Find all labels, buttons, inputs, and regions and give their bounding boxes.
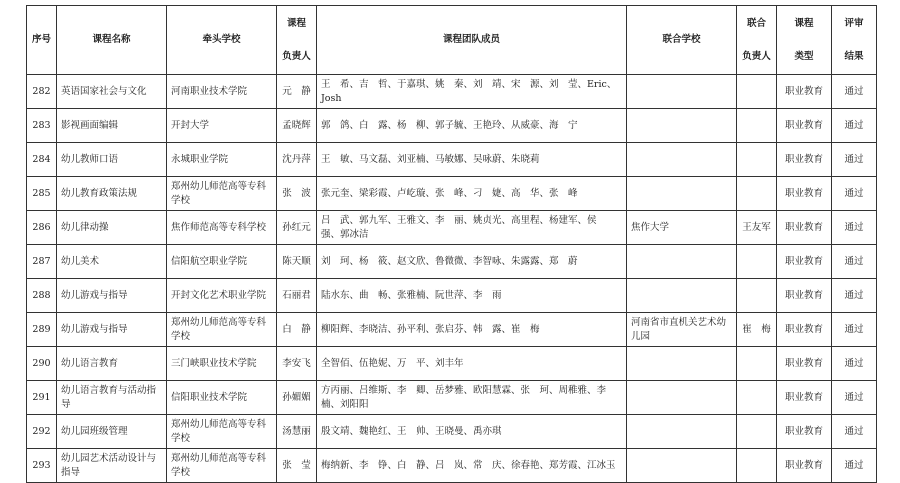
cell-course-name: 幼儿语言教育	[57, 347, 167, 381]
cell-no: 282	[27, 75, 57, 109]
cell-joint-school	[627, 279, 737, 313]
cell-joint-leader	[737, 415, 777, 449]
header-course-leader-line1: 课程	[286, 18, 306, 29]
cell-course-type: 职业教育	[777, 347, 832, 381]
header-joint-school: 联合学校	[627, 6, 737, 75]
table-row	[27, 313, 877, 347]
cell-joint-leader	[737, 245, 777, 279]
cell-team-members: 刘 珂、杨 筱、赵文欣、鲁微微、李智咏、朱露露、郑 蔚	[317, 245, 627, 279]
header-review-result	[832, 6, 877, 75]
cell-team-members: 王 敏、马文磊、刘亚楠、马敏娜、吴咏蔚、朱晓莉	[317, 143, 627, 177]
course-list-page	[26, 5, 877, 483]
cell-course-leader: 孟晓辉	[277, 109, 317, 143]
cell-lead-school: 河南职业技术学院	[167, 75, 277, 109]
cell-no: 290	[27, 347, 57, 381]
cell-lead-school: 郑州幼儿师范高等专科学校	[167, 415, 277, 449]
table-row	[27, 381, 877, 415]
cell-team-members: 殷文靖、魏艳红、王 帅、王晓曼、禹亦琪	[317, 415, 627, 449]
cell-joint-leader	[737, 143, 777, 177]
cell-no: 287	[27, 245, 57, 279]
cell-course-type: 职业教育	[777, 415, 832, 449]
cell-review-result: 通过	[832, 245, 877, 279]
cell-joint-leader	[737, 449, 777, 483]
cell-course-leader: 沈丹萍	[277, 143, 317, 177]
cell-team-members: 张元奎、梁彩霞、卢屹璇、张 峰、刁 婕、高 华、张 峰	[317, 177, 627, 211]
cell-review-result: 通过	[832, 211, 877, 245]
cell-no: 283	[27, 109, 57, 143]
cell-course-name: 幼儿游戏与指导	[57, 279, 167, 313]
cell-joint-leader: 王友军	[737, 211, 777, 245]
table-row	[27, 177, 877, 211]
cell-course-name: 幼儿园艺术活动设计与指导	[57, 449, 167, 483]
cell-course-type: 职业教育	[777, 75, 832, 109]
header-course-leader	[277, 6, 317, 75]
cell-course-name: 幼儿语言教育与活动指导	[57, 381, 167, 415]
cell-joint-school	[627, 449, 737, 483]
cell-lead-school: 郑州幼儿师范高等专科学校	[167, 449, 277, 483]
cell-joint-leader: 崔 梅	[737, 313, 777, 347]
cell-joint-school	[627, 415, 737, 449]
cell-joint-school	[627, 347, 737, 381]
cell-lead-school: 开封文化艺术职业学院	[167, 279, 277, 313]
cell-joint-leader	[737, 177, 777, 211]
header-course-type-line2: 类型	[794, 51, 814, 62]
cell-course-type: 职业教育	[777, 279, 832, 313]
cell-joint-school	[627, 245, 737, 279]
cell-course-leader: 元 静	[277, 75, 317, 109]
cell-lead-school: 开封大学	[167, 109, 277, 143]
cell-course-leader: 汤慧丽	[277, 415, 317, 449]
cell-joint-school	[627, 109, 737, 143]
cell-review-result: 通过	[832, 75, 877, 109]
cell-joint-leader	[737, 109, 777, 143]
cell-team-members: 柳阳辉、李晓洁、孙平利、张启芬、韩 露、崔 梅	[317, 313, 627, 347]
table-row	[27, 449, 877, 483]
cell-course-type: 职业教育	[777, 381, 832, 415]
cell-no: 291	[27, 381, 57, 415]
cell-review-result: 通过	[832, 415, 877, 449]
header-joint-leader	[737, 6, 777, 75]
cell-course-type: 职业教育	[777, 449, 832, 483]
cell-course-type: 职业教育	[777, 245, 832, 279]
cell-course-leader: 陈天顺	[277, 245, 317, 279]
cell-course-leader: 白 静	[277, 313, 317, 347]
table-row	[27, 75, 877, 109]
cell-course-name: 幼儿游戏与指导	[57, 313, 167, 347]
header-lead-school: 牵头学校	[167, 6, 277, 75]
cell-review-result: 通过	[832, 313, 877, 347]
cell-course-type: 职业教育	[777, 313, 832, 347]
cell-no: 288	[27, 279, 57, 313]
cell-joint-school: 河南省市直机关艺术幼儿园	[627, 313, 737, 347]
cell-lead-school: 信阳航空职业学院	[167, 245, 277, 279]
cell-joint-school: 焦作大学	[627, 211, 737, 245]
cell-review-result: 通过	[832, 279, 877, 313]
cell-course-name: 影视画面编辑	[57, 109, 167, 143]
cell-review-result: 通过	[832, 143, 877, 177]
cell-team-members: 吕 武、郭九军、王雅文、李 丽、姚贞光、高里程、杨建军、侯 强、郭冰洁	[317, 211, 627, 245]
cell-review-result: 通过	[832, 177, 877, 211]
cell-no: 285	[27, 177, 57, 211]
cell-course-leader: 石丽君	[277, 279, 317, 313]
cell-course-type: 职业教育	[777, 211, 832, 245]
header-course-type	[777, 6, 832, 75]
cell-course-leader: 孙媚媚	[277, 381, 317, 415]
header-row	[27, 6, 877, 75]
cell-course-name: 幼儿教师口语	[57, 143, 167, 177]
table-row	[27, 143, 877, 177]
cell-lead-school: 焦作师范高等专科学校	[167, 211, 277, 245]
cell-course-leader: 张 波	[277, 177, 317, 211]
header-team-members: 课程团队成员	[317, 6, 627, 75]
cell-course-leader: 张 莹	[277, 449, 317, 483]
header-review-result-line1: 评审	[844, 18, 864, 29]
cell-course-name: 幼儿园班级管理	[57, 415, 167, 449]
cell-review-result: 通过	[832, 347, 877, 381]
table-row	[27, 211, 877, 245]
cell-no: 289	[27, 313, 57, 347]
table-row	[27, 415, 877, 449]
header-course-leader-line2: 负责人	[282, 51, 311, 62]
cell-review-result: 通过	[832, 449, 877, 483]
cell-team-members: 梅纳新、李 铮、白 静、吕 岚、常 庆、徐春艳、郑芳霞、江冰玉	[317, 449, 627, 483]
cell-team-members: 陆水东、曲 畅、张雅楠、阮世萍、李 雨	[317, 279, 627, 313]
cell-joint-school	[627, 143, 737, 177]
header-joint-leader-line1: 联合	[746, 18, 766, 29]
cell-course-name: 幼儿教育政策法规	[57, 177, 167, 211]
table-row	[27, 109, 877, 143]
cell-review-result: 通过	[832, 109, 877, 143]
header-no: 序号	[27, 6, 57, 75]
header-review-result-line2: 结果	[844, 51, 864, 62]
cell-joint-leader	[737, 279, 777, 313]
table-row	[27, 279, 877, 313]
header-course-type-line1: 课程	[794, 18, 814, 29]
course-table	[26, 5, 877, 483]
cell-no: 286	[27, 211, 57, 245]
cell-course-type: 职业教育	[777, 177, 832, 211]
cell-no: 293	[27, 449, 57, 483]
cell-no: 292	[27, 415, 57, 449]
cell-team-members: 郭 鸽、白 露、杨 柳、郭子毓、王艳玲、从威豪、海 宁	[317, 109, 627, 143]
cell-course-name: 英语国家社会与文化	[57, 75, 167, 109]
cell-joint-leader	[737, 347, 777, 381]
table-row	[27, 245, 877, 279]
cell-no: 284	[27, 143, 57, 177]
cell-lead-school: 信阳职业技术学院	[167, 381, 277, 415]
cell-team-members: 王 希、吉 哲、于嘉琪、姚 秦、刘 靖、宋 源、刘 莹、Eric、Josh	[317, 75, 627, 109]
cell-team-members: 全智佰、伍艳妮、万 平、刘丰年	[317, 347, 627, 381]
cell-course-type: 职业教育	[777, 143, 832, 177]
cell-joint-school	[627, 75, 737, 109]
cell-lead-school: 永城职业学院	[167, 143, 277, 177]
cell-lead-school: 郑州幼儿师范高等专科学校	[167, 177, 277, 211]
cell-course-leader: 孙红元	[277, 211, 317, 245]
cell-joint-school	[627, 381, 737, 415]
cell-course-name: 幼儿美术	[57, 245, 167, 279]
cell-course-type: 职业教育	[777, 109, 832, 143]
header-course-name: 课程名称	[57, 6, 167, 75]
cell-review-result: 通过	[832, 381, 877, 415]
cell-joint-leader	[737, 381, 777, 415]
cell-course-name: 幼儿律动操	[57, 211, 167, 245]
cell-lead-school: 郑州幼儿师范高等专科学校	[167, 313, 277, 347]
table-row	[27, 347, 877, 381]
cell-joint-school	[627, 177, 737, 211]
cell-joint-leader	[737, 75, 777, 109]
cell-team-members: 方丙丽、吕维斯、李 卿、岳梦雅、欧阳慧霖、张 珂、周稚雅、李 楠、刘阳阳	[317, 381, 627, 415]
cell-course-leader: 李安飞	[277, 347, 317, 381]
header-joint-leader-line2: 负责人	[742, 51, 771, 62]
cell-lead-school: 三门峡职业技术学院	[167, 347, 277, 381]
